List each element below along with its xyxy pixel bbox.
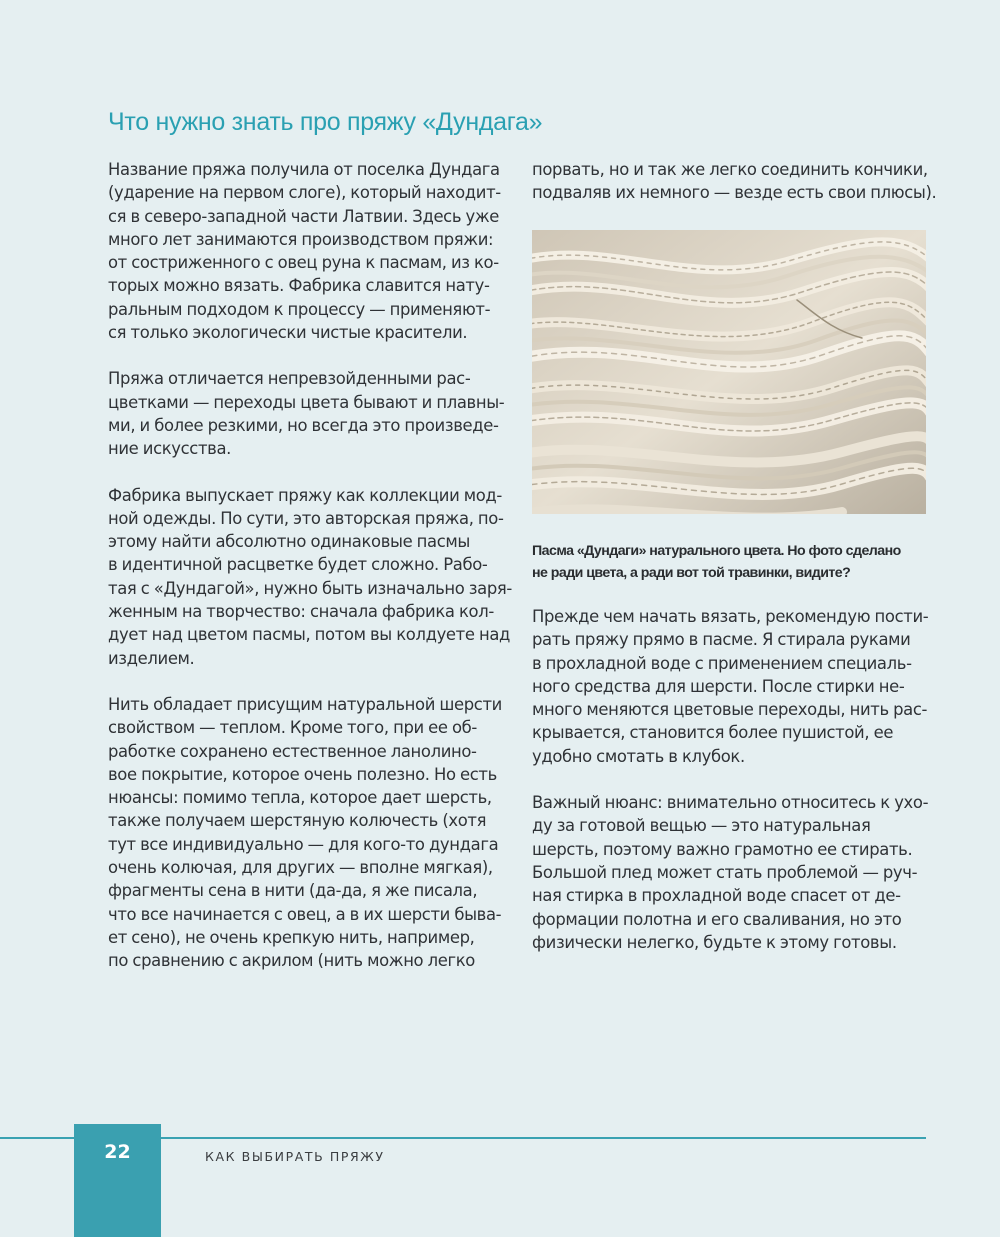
right-column-top — [532, 158, 937, 228]
page-number-box — [74, 1124, 161, 1237]
paragraph: Прежде чем начать вязать, рекомендую пости- рать пряжу прямо в пасме. Я стирала руками в прохладной воде с применением специаль- ного средства для шерсти. После стирки не- много меняются цветовые переходы, нить рас- крывается, становится более пушистой, ее удобно смотать в клубок. — [532, 607, 929, 766]
right-column-bottom — [532, 605, 927, 977]
running-head: КАК ВЫБИРАТЬ ПРЯЖУ — [205, 1149, 385, 1164]
paragraph: порвать, но и так же легко соединить кончики, подваляв их немного — везде есть свои плюсы). — [532, 160, 937, 203]
section-heading: Что нужно знать про пряжу «Дундага» — [108, 108, 543, 136]
paragraph: Важный нюанс: внимательно относитесь к ухо- ду за готовой вещью — это натуральная шерсть, поэтому важно грамотно ее стирать. Большой плед может стать проблемой — руч- ная стирка в прохладной воде спасет от де- формации полотна и его сваливания, но это физически нелегко, будьте к этому готовы. — [532, 793, 929, 952]
paragraph: Пряжа отличается непревзойденными рас- цветками — переходы цвета бывают и плавны- ми, и более резкими, но всегда это произведе- ние искусства. — [108, 369, 505, 459]
photo-caption: Пасма «Дундаги» натурального цвета. Но фото сделано не ради цвета, а ради вот той травинки, видите? — [532, 543, 901, 581]
paragraph: Название пряжа получила от поселка Дундага (ударение на первом слоге), который находит- ся в северо-западной части Латвии. Здесь уже много лет занимаются производством пряжи: от состриженного с овец руна к пасмам, из ко- торых можно вязать. Фабрика славится нату- ральным подходом к процессу — применяют- ся только экологически чистые красители. — [108, 160, 501, 343]
paragraph: Фабрика выпускает пряжу как коллекции мод- ной одежды. По сути, это авторская пряжа, по- этому найти абсолютно одинаковые пасмы в идентичной расцветке будет сложно. Рабо- тая с «Дундагой», нужно быть изначально заря- женным на творчество: сначала фабрика кол- дует над цветом пасмы, потом вы колдуете над изделием. — [108, 485, 512, 668]
yarn-skein-photo — [532, 230, 926, 514]
page-number: 22 — [104, 1141, 131, 1163]
paragraph: Нить обладает присущим натуральной шерсти свойством — теплом. Кроме того, при ее об- работке сохранено естественное ланолино- вое покрытие, которое очень полезно. Но есть нюансы: помимо тепла, которое дает шерсть, также получаем шерстяную колючесть (хотя тут все индивидуально — для кого-то дундага очень колючая, для других — вполне мягкая), фрагменты сена в нити (да-да, я же писала, что все начинается с овец, а в их шерсти быва- ет сено), не очень крепкую нить, например, по сравнению с акрилом (нить можно легко — [108, 694, 502, 971]
left-column — [108, 158, 512, 996]
